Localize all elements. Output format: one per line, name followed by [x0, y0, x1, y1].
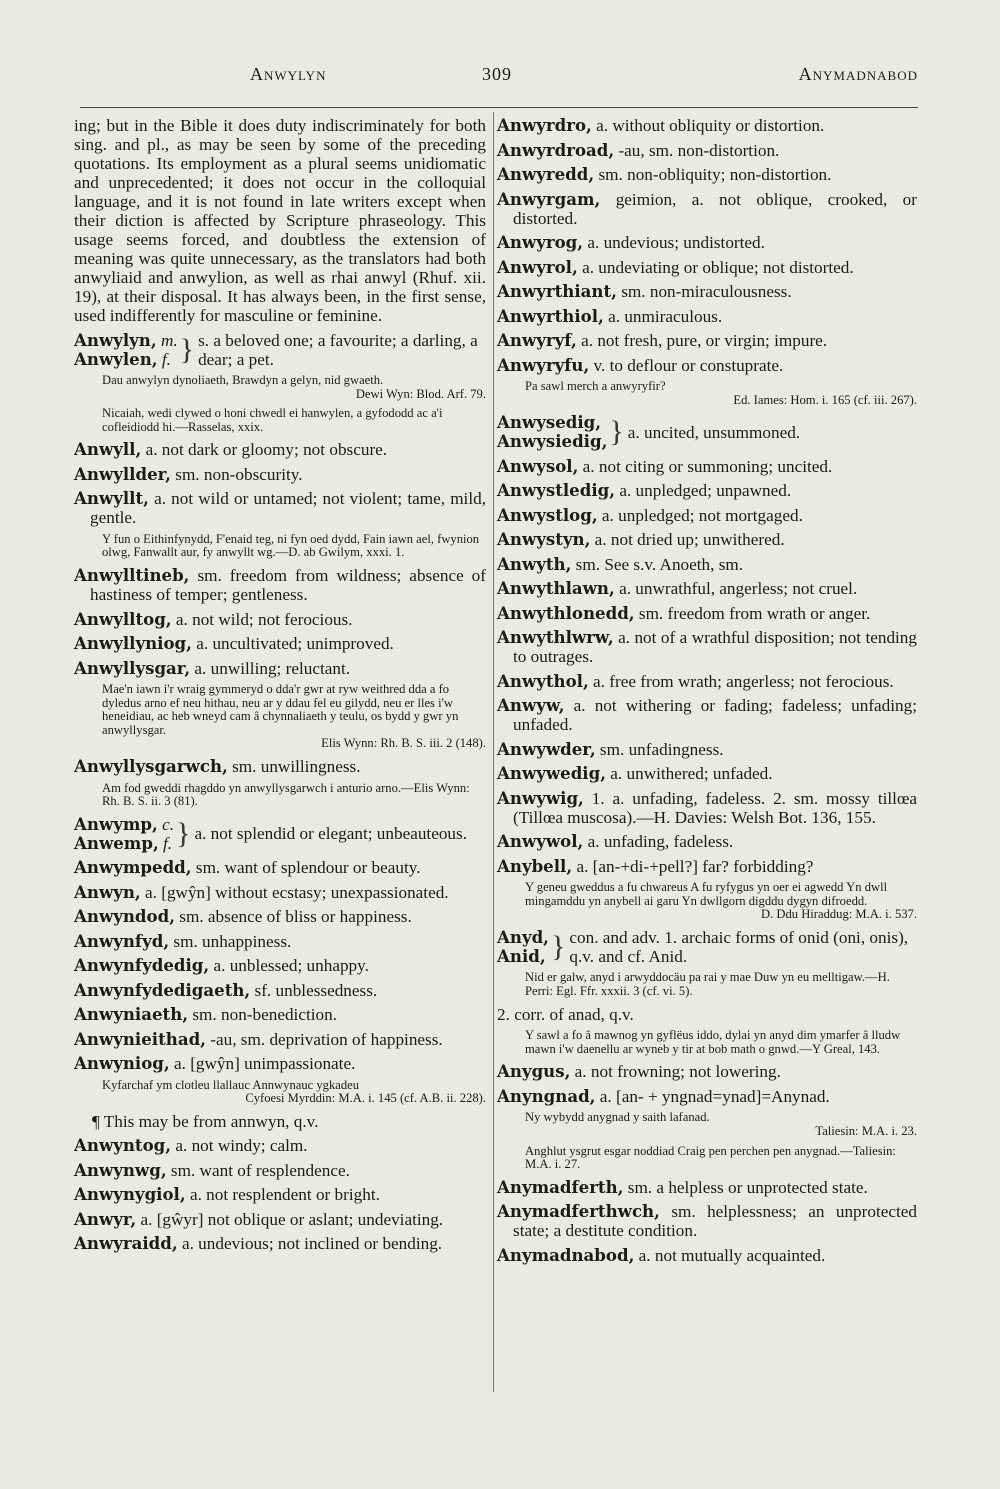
entry-anwythlonedd: Anwythlonedd, sm. freedom from wrath or anger. — [497, 602, 871, 623]
entry-anwysol: Anwysol, a. not citing or summoning; uncited. — [497, 455, 833, 476]
quotation: Am fod gweddi rhagddo yn anwyllysgarwch i anturio arno.—Elis Wynn: Rh. B. S. ii. 3 (81). — [102, 780, 470, 809]
entry-anwymp — [74, 815, 486, 853]
entry-anwyrdroad: Anwyrdroad, -au, sm. non-distortion. — [497, 139, 780, 160]
quotation: Anghlut ysgrut esgar noddiad Craig pen perchen pen anygnad.—Taliesin: M.A. i. 27. — [525, 1143, 896, 1172]
entry-anwympedd: Anwympedd, sm. want of splendour or beauty. — [74, 857, 421, 878]
sense-2: 2. corr. of anad, q.v. — [497, 1004, 634, 1024]
entry-continuation: ing; but in the Bible it does duty indiscriminately for both sing. and pl., as may be seen by some of the preceding quotations. Its employment as a plural seems unidiomatic and unprecedented; it does not occur in the colloquial language, and it is not found in late writers except when their diction is affected by Scripture phraseology. This usage seems forced, and doubtless the extension of meaning was quite unnecessary, as the translators had both anwyliaid and anwylion, as well as rhai anwyl (Rhuf. xii. 19), at their disposal. It has always been, in the first sense, used indifferently for masculine or feminine. — [74, 116, 486, 325]
entry-anwyrthiol: Anwyrthiol, a. unmiraculous. — [497, 305, 723, 326]
headword: Anwylen, — [74, 348, 158, 369]
gender: f. — [163, 833, 173, 853]
entry-anwynwg: Anwynwg, sm. want of resplendence. — [74, 1159, 350, 1180]
entry-anymadferth: Anymadferth, sm. a helpless or unprotected state. — [497, 1176, 868, 1197]
entry-anwystlog: Anwystlog, a. unpledged; not mortgaged. — [497, 504, 803, 525]
entry-anwyllt: Anwyllt, a. not wild or untamed; not violent; tame, mild, gentle. — [74, 488, 487, 528]
entry-anwylltineb: Anwylltineb, sm. freedom from wildness; absence of hastiness of temper; gentleness. — [74, 565, 486, 605]
entry-anyngnad: Anyngnad, a. [an- + yngnad=ynad]=Anynad. — [497, 1085, 830, 1106]
entry-anwynieithad: Anwynieithad, -au, sm. deprivation of happiness. — [74, 1028, 443, 1049]
headword: Anwymp, — [74, 813, 158, 834]
entry-anymadferthwch: Anymadferthwch, sm. helplessness; an unprotected state; a destitute condition. — [497, 1201, 917, 1241]
entry-anwyrdro: Anwyrdro, a. without obliquity or distortion. — [497, 115, 825, 135]
quotation-source: Cyfoesi Myrddin: M.A. i. 145 (cf. A.B. ii. 228). — [245, 1091, 486, 1106]
quotation: Kyfarchaf ym clotleu llallauc Annwynauc ygkadeu Cyfoesi Myrddin: M.A. i. 145 (cf. A.B. ii. 228). — [102, 1077, 486, 1106]
headword: Anid, — [497, 945, 546, 966]
entry-anygus: Anygus, a. not frowning; not lowering. — [497, 1061, 781, 1082]
entry-anwysedig — [497, 413, 917, 451]
entry-anwyrol: Anwyrol, a. undeviating or oblique; not distorted. — [497, 256, 854, 277]
header-right-guideword: Anymadnabod — [798, 64, 918, 84]
entry-anwylyn — [74, 331, 486, 369]
entry-anwynfydedigaeth: Anwynfydedigaeth, sf. unblessedness. — [74, 979, 378, 1000]
gender: m. — [160, 330, 178, 350]
quotation: Nid er galw, anyd i arwyddocäu pa rai y mae Duw yn eu melltigaw.—H. Perri: Egl. Ffr. xxxii. 3 (cf. vi. 5). — [525, 970, 890, 999]
entry-anwywig: Anwywig, 1. a. unfading, fadeless. 2. sm. mossy tillœa (Tillœa muscosa).—H. Davies: Welsh Bot. 136, 155. — [497, 787, 917, 827]
entry-anwyryf: Anwyryf, a. not fresh, pure, or virgin; impure. — [497, 330, 828, 350]
brace: } — [179, 332, 195, 366]
entry-anwyredd: Anwyredd, sm. non-obliquity; non-distortion. — [497, 164, 832, 184]
entry-anwyraidd: Anwyraidd, a. undevious; not inclined or bending. — [74, 1233, 443, 1254]
entry-anwystyn: Anwystyn, a. not dried up; unwithered. — [497, 529, 785, 550]
gender: f. — [161, 349, 171, 369]
entry-anwyrgam: Anwyrgam, geimion, a. not oblique, crooked, or distorted. — [497, 188, 917, 228]
quotation-source: Elis Wynn: Rh. B. S. iii. 2 (148). — [321, 736, 486, 751]
gender: c. — [162, 814, 175, 834]
quotation-source: Taliesin: M.A. i. 23. — [815, 1123, 917, 1138]
entry-anwyrog: Anwyrog, a. undevious; undistorted. — [497, 232, 765, 252]
entry-anwyth: Anwyth, sm. See s.v. Anoeth, sm. — [497, 553, 744, 574]
note-paragraph: ¶ This may be from annwyn, q.v. — [92, 1111, 319, 1131]
entry-anwyllysgarwch: Anwyllysgarwch, sm. unwillingness. — [74, 756, 361, 777]
entry-anwylltog: Anwylltog, a. not wild; not ferocious. — [74, 608, 353, 629]
headword: Anwylyn, — [74, 329, 157, 350]
right-column — [497, 116, 917, 1270]
entry-anwythol: Anwythol, a. free from wrath; angerless; not ferocious. — [497, 670, 894, 691]
header-left-guideword: Anwylyn — [250, 64, 327, 84]
entry-anwyllysgar: Anwyllysgar, a. unwilling; reluctant. — [74, 657, 351, 678]
entry-anwywder: Anwywder, sm. unfadingness. — [497, 738, 724, 759]
quotation: Y sawl a fo â mawnog yn gyflëus iddo, dylai yn anyd dim ymarfer â lludw mawn i'w daenellu ar wyneb y tir at bob math o gnwd.—Y Greal, 143. — [525, 1028, 901, 1056]
quotation: Y geneu gweddus a fu chwareus A fu ryfygus yn oer ei agwedd Yn dwll mingamddu yn anybell ai garu Yn dwllgorn digddu dygyn difroedd. D. Ddu Hiraddug: M.A. i. 537. — [525, 880, 917, 922]
entry-anwywol: Anwywol, a. unfading, fadeless. — [497, 831, 734, 852]
quotation-source: Dewi Wyn: Blod. Arf. 79. — [355, 386, 486, 401]
column-divider — [493, 112, 494, 1392]
quotation-source: D. Ddu Hiraddug: M.A. i. 537. — [760, 907, 917, 922]
quotation: Pa sawl merch a anwyryfir? Ed. Iames: Hom. i. 165 (cf. iii. 267). — [525, 379, 917, 407]
brace: } — [609, 415, 624, 449]
entry-anwynfydedig: Anwynfydedig, a. unblessed; unhappy. — [74, 955, 369, 976]
entry-anwyntog: Anwyntog, a. not windy; calm. — [74, 1135, 308, 1156]
entry-anwyrthiant: Anwyrthiant, sm. non-miraculousness. — [497, 281, 792, 301]
entry-anwyllder: Anwyllder, sm. non-obscurity. — [74, 463, 303, 484]
entry-anwyn: Anwyn, a. [gwŷn] without ecstasy; unexpassionated. — [74, 881, 449, 902]
quotation: Mae'n iawn i'r wraig gymmeryd o dda'r gwr at ryw weithred dda a fo dyledus arno ef neu hithau, neu ar y ddau fel eu gilydd, neu er lles i'w heneidiau, ac heb wneyd cam â chynnaliaeth y teulu, os bydd y gwr yn anwyllysgar. Elis Wynn: Rh. B. S. iii. 2 (148). — [102, 682, 486, 751]
page-number: 309 — [482, 64, 512, 84]
headword: Anyd, — [497, 926, 549, 947]
quotation: Ny wybydd anygnad y saith lafanad. Taliesin: M.A. i. 23. — [525, 1110, 917, 1138]
headword: Anwysedig, — [497, 412, 602, 433]
entry-anymadnabod: Anymadnabod, a. not mutually acquainted. — [497, 1244, 826, 1265]
entry-anybell: Anybell, a. [an-+di-+pell?] far? forbidding? — [497, 855, 814, 876]
entry-anyd — [497, 928, 917, 966]
definition: s. a beloved one; a favourite; a darling, a dear; a pet. — [198, 330, 478, 369]
entry-anwyryfu: Anwyryfu, v. to deflour or constuprate. — [497, 354, 784, 375]
quotation: Dau anwylyn dynoliaeth, Brawdyn a gelyn, nid gwaeth. Dewi Wyn: Blod. Arf. 79. — [102, 373, 486, 401]
entry-anwywedig: Anwywedig, a. unwithered; unfaded. — [497, 763, 773, 784]
entry-anwythlawn: Anwythlawn, a. unwrathful, angerless; not cruel. — [497, 578, 858, 599]
entry-anwyniog: Anwyniog, a. [gwŷn] unimpassionate. — [74, 1053, 356, 1074]
quotation: Y fun o Eithinfynydd, F'enaid teg, ni fyn oed dydd, Fain iawn ael, fwynion olwg, Fanwallt aur, fy anwyllt wg.—D. ab Gwilym, xxxi. 1. — [102, 531, 480, 560]
entry-anwyr: Anwyr, a. [gŵyr] not oblique or aslant; undeviating. — [74, 1208, 444, 1229]
brace: } — [176, 816, 191, 850]
entry-anwynfyd: Anwynfyd, sm. unhappiness. — [74, 930, 292, 951]
entry-anwyndod: Anwyndod, sm. absence of bliss or happiness. — [74, 906, 412, 927]
entry-anwynygiol: Anwynygiol, a. not resplendent or bright. — [74, 1184, 380, 1205]
definition: a. uncited, unsummoned. — [627, 422, 801, 442]
entry-anwyw: Anwyw, a. not withering or fading; fadeless; unfading; unfaded. — [497, 695, 917, 735]
entry-anwythlwrw: Anwythlwrw, a. not of a wrathful disposition; not tending to outrages. — [497, 627, 917, 667]
headword: Anwemp, — [74, 832, 159, 853]
definition: a. not splendid or elegant; unbeauteous. — [194, 824, 467, 844]
entry-anwyllyniog: Anwyllyniog, a. uncultivated; unimproved. — [74, 633, 394, 654]
entry-anwyll: Anwyll, a. not dark or gloomy; not obscure. — [74, 439, 388, 460]
entry-anwyniaeth: Anwyniaeth, sm. non-benediction. — [74, 1004, 337, 1025]
running-header — [80, 64, 918, 90]
brace: } — [550, 929, 566, 963]
quotation: Nicaiah, wedi clywed o honi chwedl ei hanwylen, a gyfododd ac a'i cofleidiodd hi.—Rasselas, xxix. — [102, 406, 443, 434]
entry-anwystledig: Anwystledig, a. unpledged; unpawned. — [497, 480, 792, 501]
quotation-source: Ed. Iames: Hom. i. 165 (cf. iii. 267). — [733, 392, 917, 407]
left-column — [74, 116, 486, 1259]
header-rule — [80, 107, 918, 108]
headword: Anwysiedig, — [497, 431, 608, 452]
definition: con. and adv. 1. archaic forms of onid (oni, onis), q.v. and cf. Anid. — [569, 927, 909, 966]
